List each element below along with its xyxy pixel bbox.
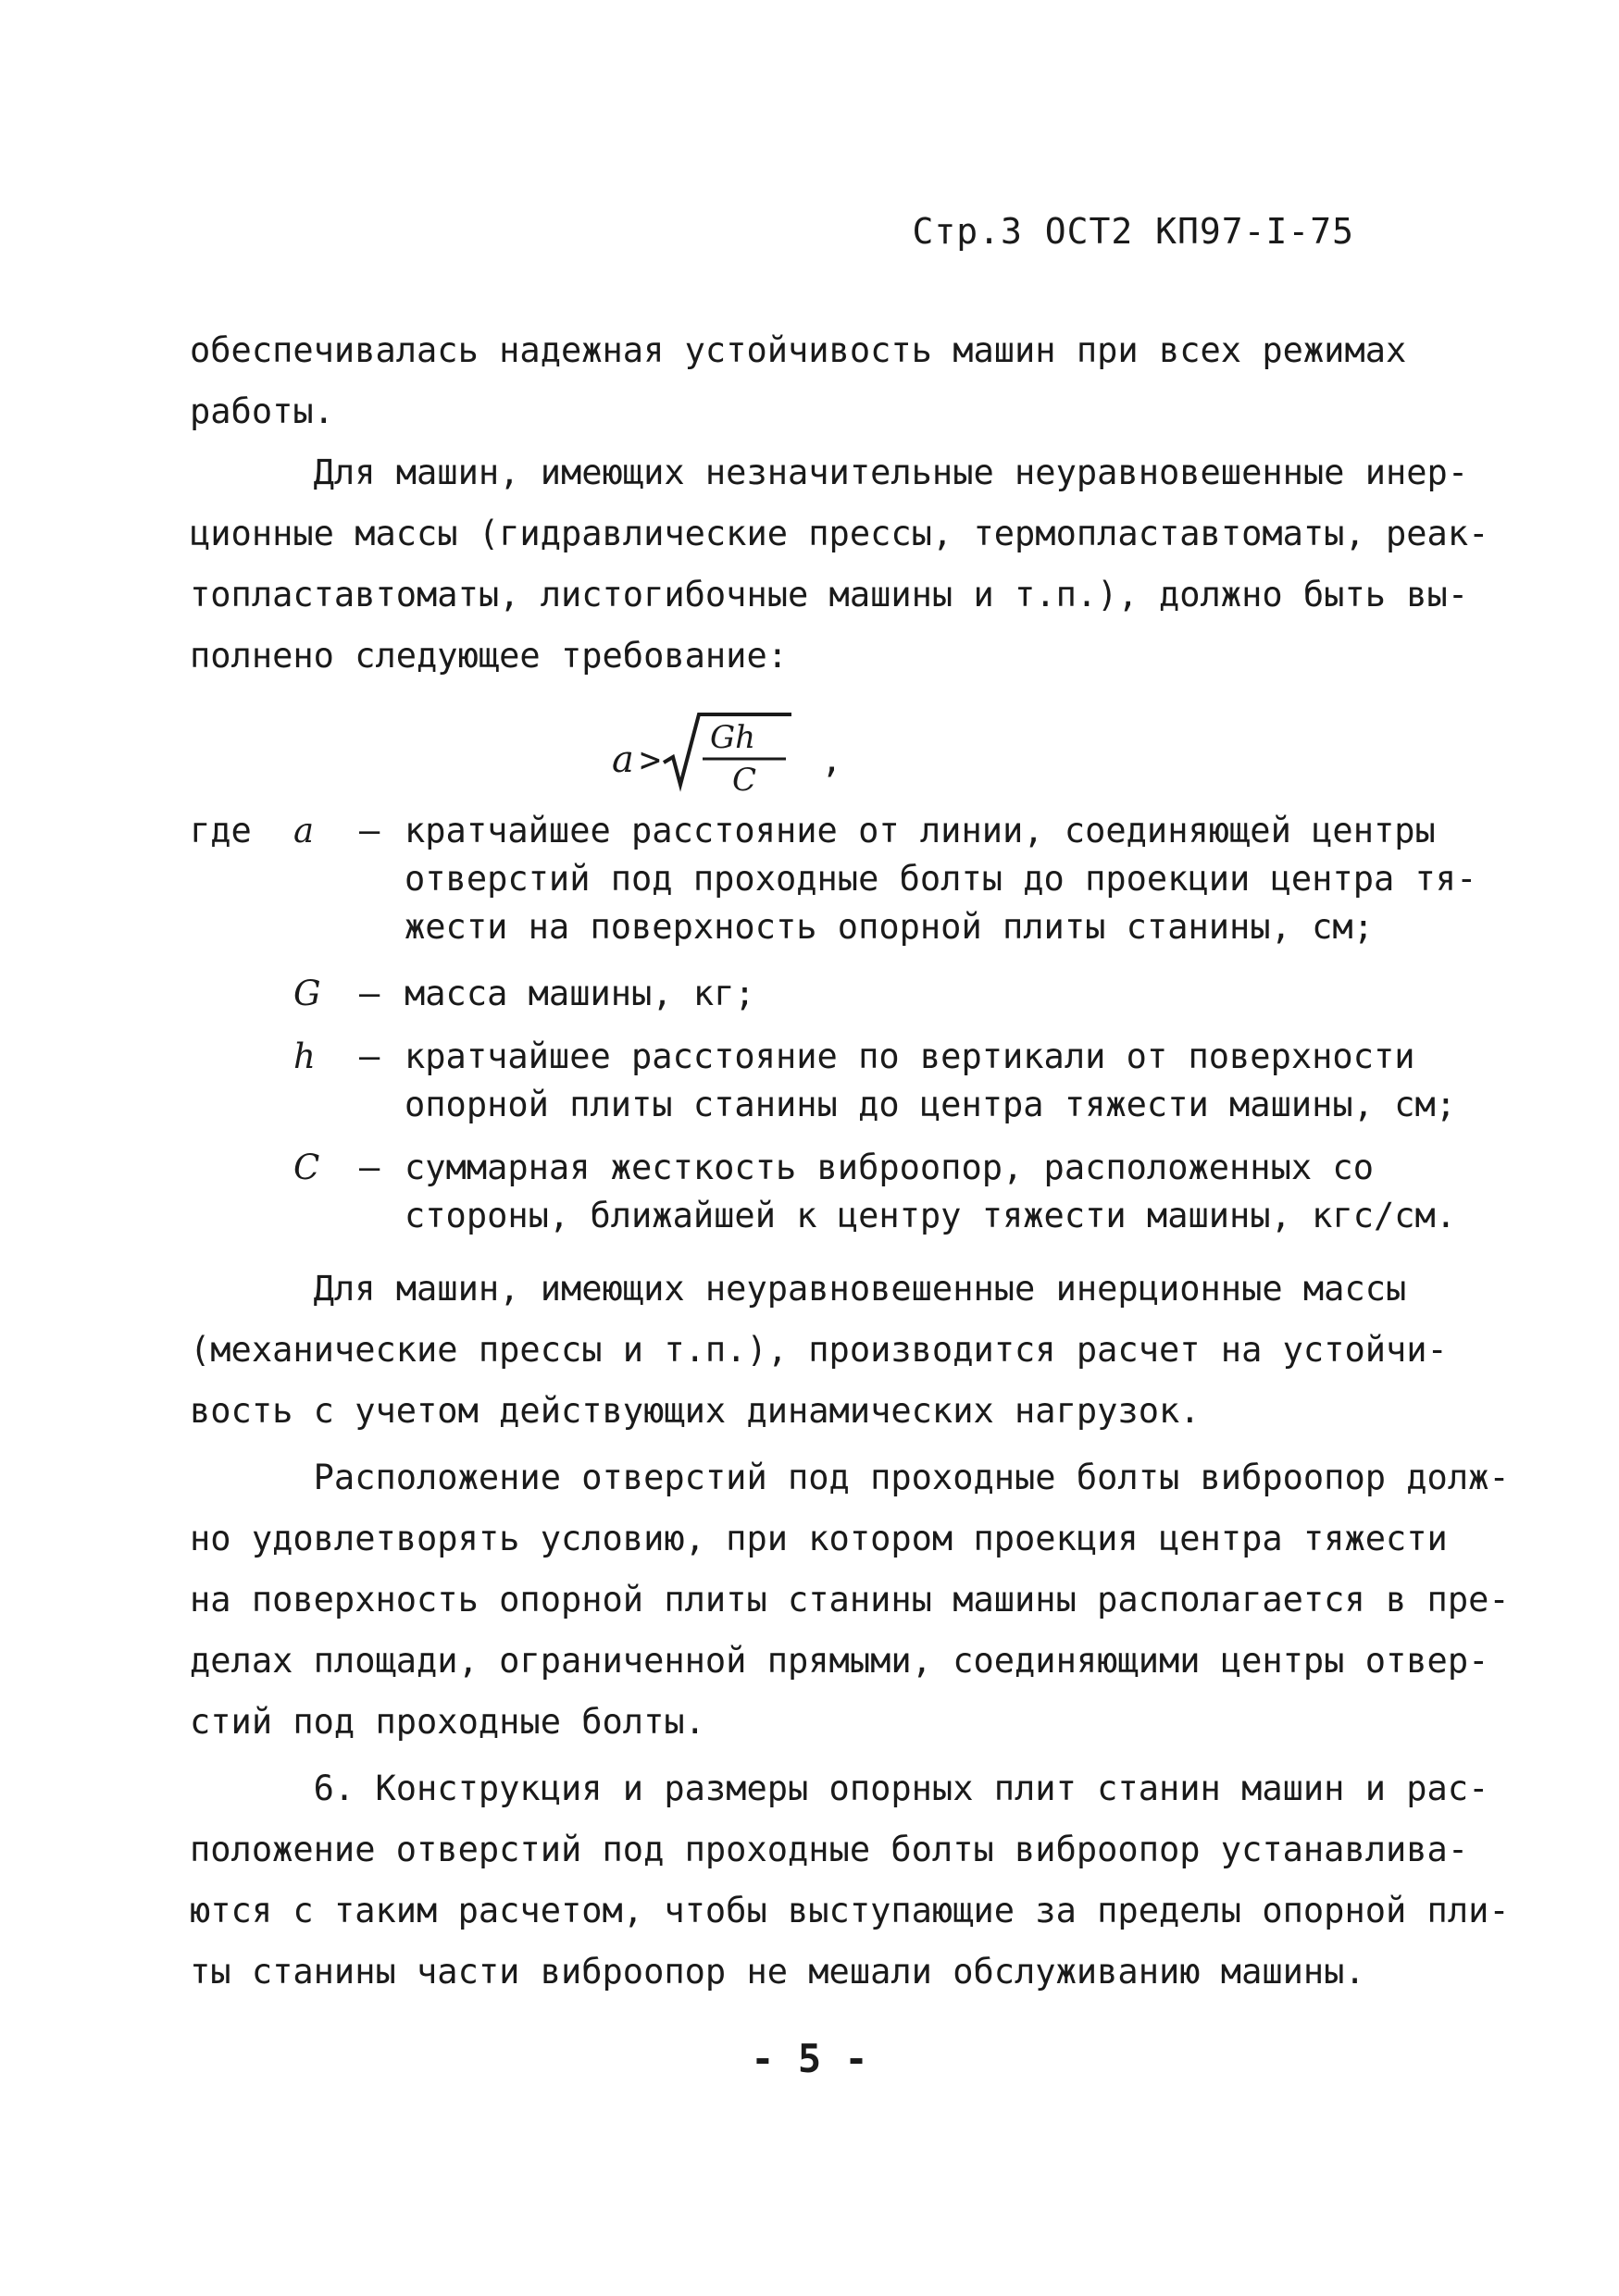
page-header: Стр.3 ОСТ2 КП97-I-75 <box>912 211 1354 252</box>
formula <box>606 701 847 803</box>
definition-text: суммарная жесткость виброопор, расположенных со стороны, ближайшей к центру тяжести машины, кгс/см. <box>405 1148 1457 1235</box>
formula-lhs: a <box>612 738 634 781</box>
definition-symbol: h <box>293 1036 316 1076</box>
paragraph-4: Расположение отверстий под проходные болты виброопор долж- но удовлетворять условию, при котором проекция центра тяжести на поверхность опорной плиты станины машины располагается в пре- делах площади, ограниченной прямыми, соединяющими центры отвер- стий под проходные болты. <box>190 1458 1510 1742</box>
definition-dash: – <box>359 811 380 850</box>
definition-dash: – <box>359 1148 380 1187</box>
definitions-lead: где <box>190 811 252 850</box>
definition-item <box>190 1144 1457 1255</box>
page-number: - 5 - <box>751 2036 868 2081</box>
paragraph-2: Для машин, имеющих незначительные неуравновешенные инер- ционные массы (гидравлические прессы, термопластавтоматы, реак- топластавтоматы, листогибочные машины и т.п.), должно быть вы- полнено следующее требование: <box>190 453 1489 676</box>
formula-svg <box>606 701 847 803</box>
paragraph-3: Для машин, имеющих неуравновешенные инерционные массы (механические прессы и т.п.), производится расчет на устойчи- вость с учетом действующих динамических нагрузок. <box>190 1269 1448 1431</box>
formula-numerator: Gh <box>710 719 756 756</box>
definition-item <box>190 807 1477 970</box>
definition-text: кратчайшее расстояние от линии, соединяющей центры отверстий под проходные болты до проекции центра тя- жести на поверхность опорной плиты станины, см; <box>405 811 1477 947</box>
definition-dash: – <box>359 974 380 1013</box>
definition-symbol: a <box>293 811 315 850</box>
definition-text: масса машины, кг; <box>405 974 755 1013</box>
definition-symbol: G <box>293 974 321 1013</box>
definition-symbol: C <box>293 1148 320 1187</box>
definitions-list <box>190 807 1477 1255</box>
formula-trailing-comma: , <box>821 739 842 780</box>
paragraph-5: 6. Конструкция и размеры опорных плит станин машин и рас- положение отверстий под проходные болты виброопор устанавлива- ются с таким расчетом, чтобы выступающие за пределы опорной пли- ты станины части виброопор не мешали обслуживанию машины. <box>190 1769 1510 1992</box>
definition-dash: – <box>359 1036 380 1076</box>
definition-text: кратчайшее расстояние по вертикали от поверхности опорной плиты станины до центра тяжести машины, см; <box>405 1036 1457 1124</box>
formula-operator: > <box>640 739 661 780</box>
definition-item <box>190 970 1430 1033</box>
paragraph-1: обеспечивалась надежная устойчивость машин при всех режимах работы. <box>190 330 1407 431</box>
formula-denominator: C <box>732 762 757 799</box>
definition-item <box>190 1033 1457 1144</box>
